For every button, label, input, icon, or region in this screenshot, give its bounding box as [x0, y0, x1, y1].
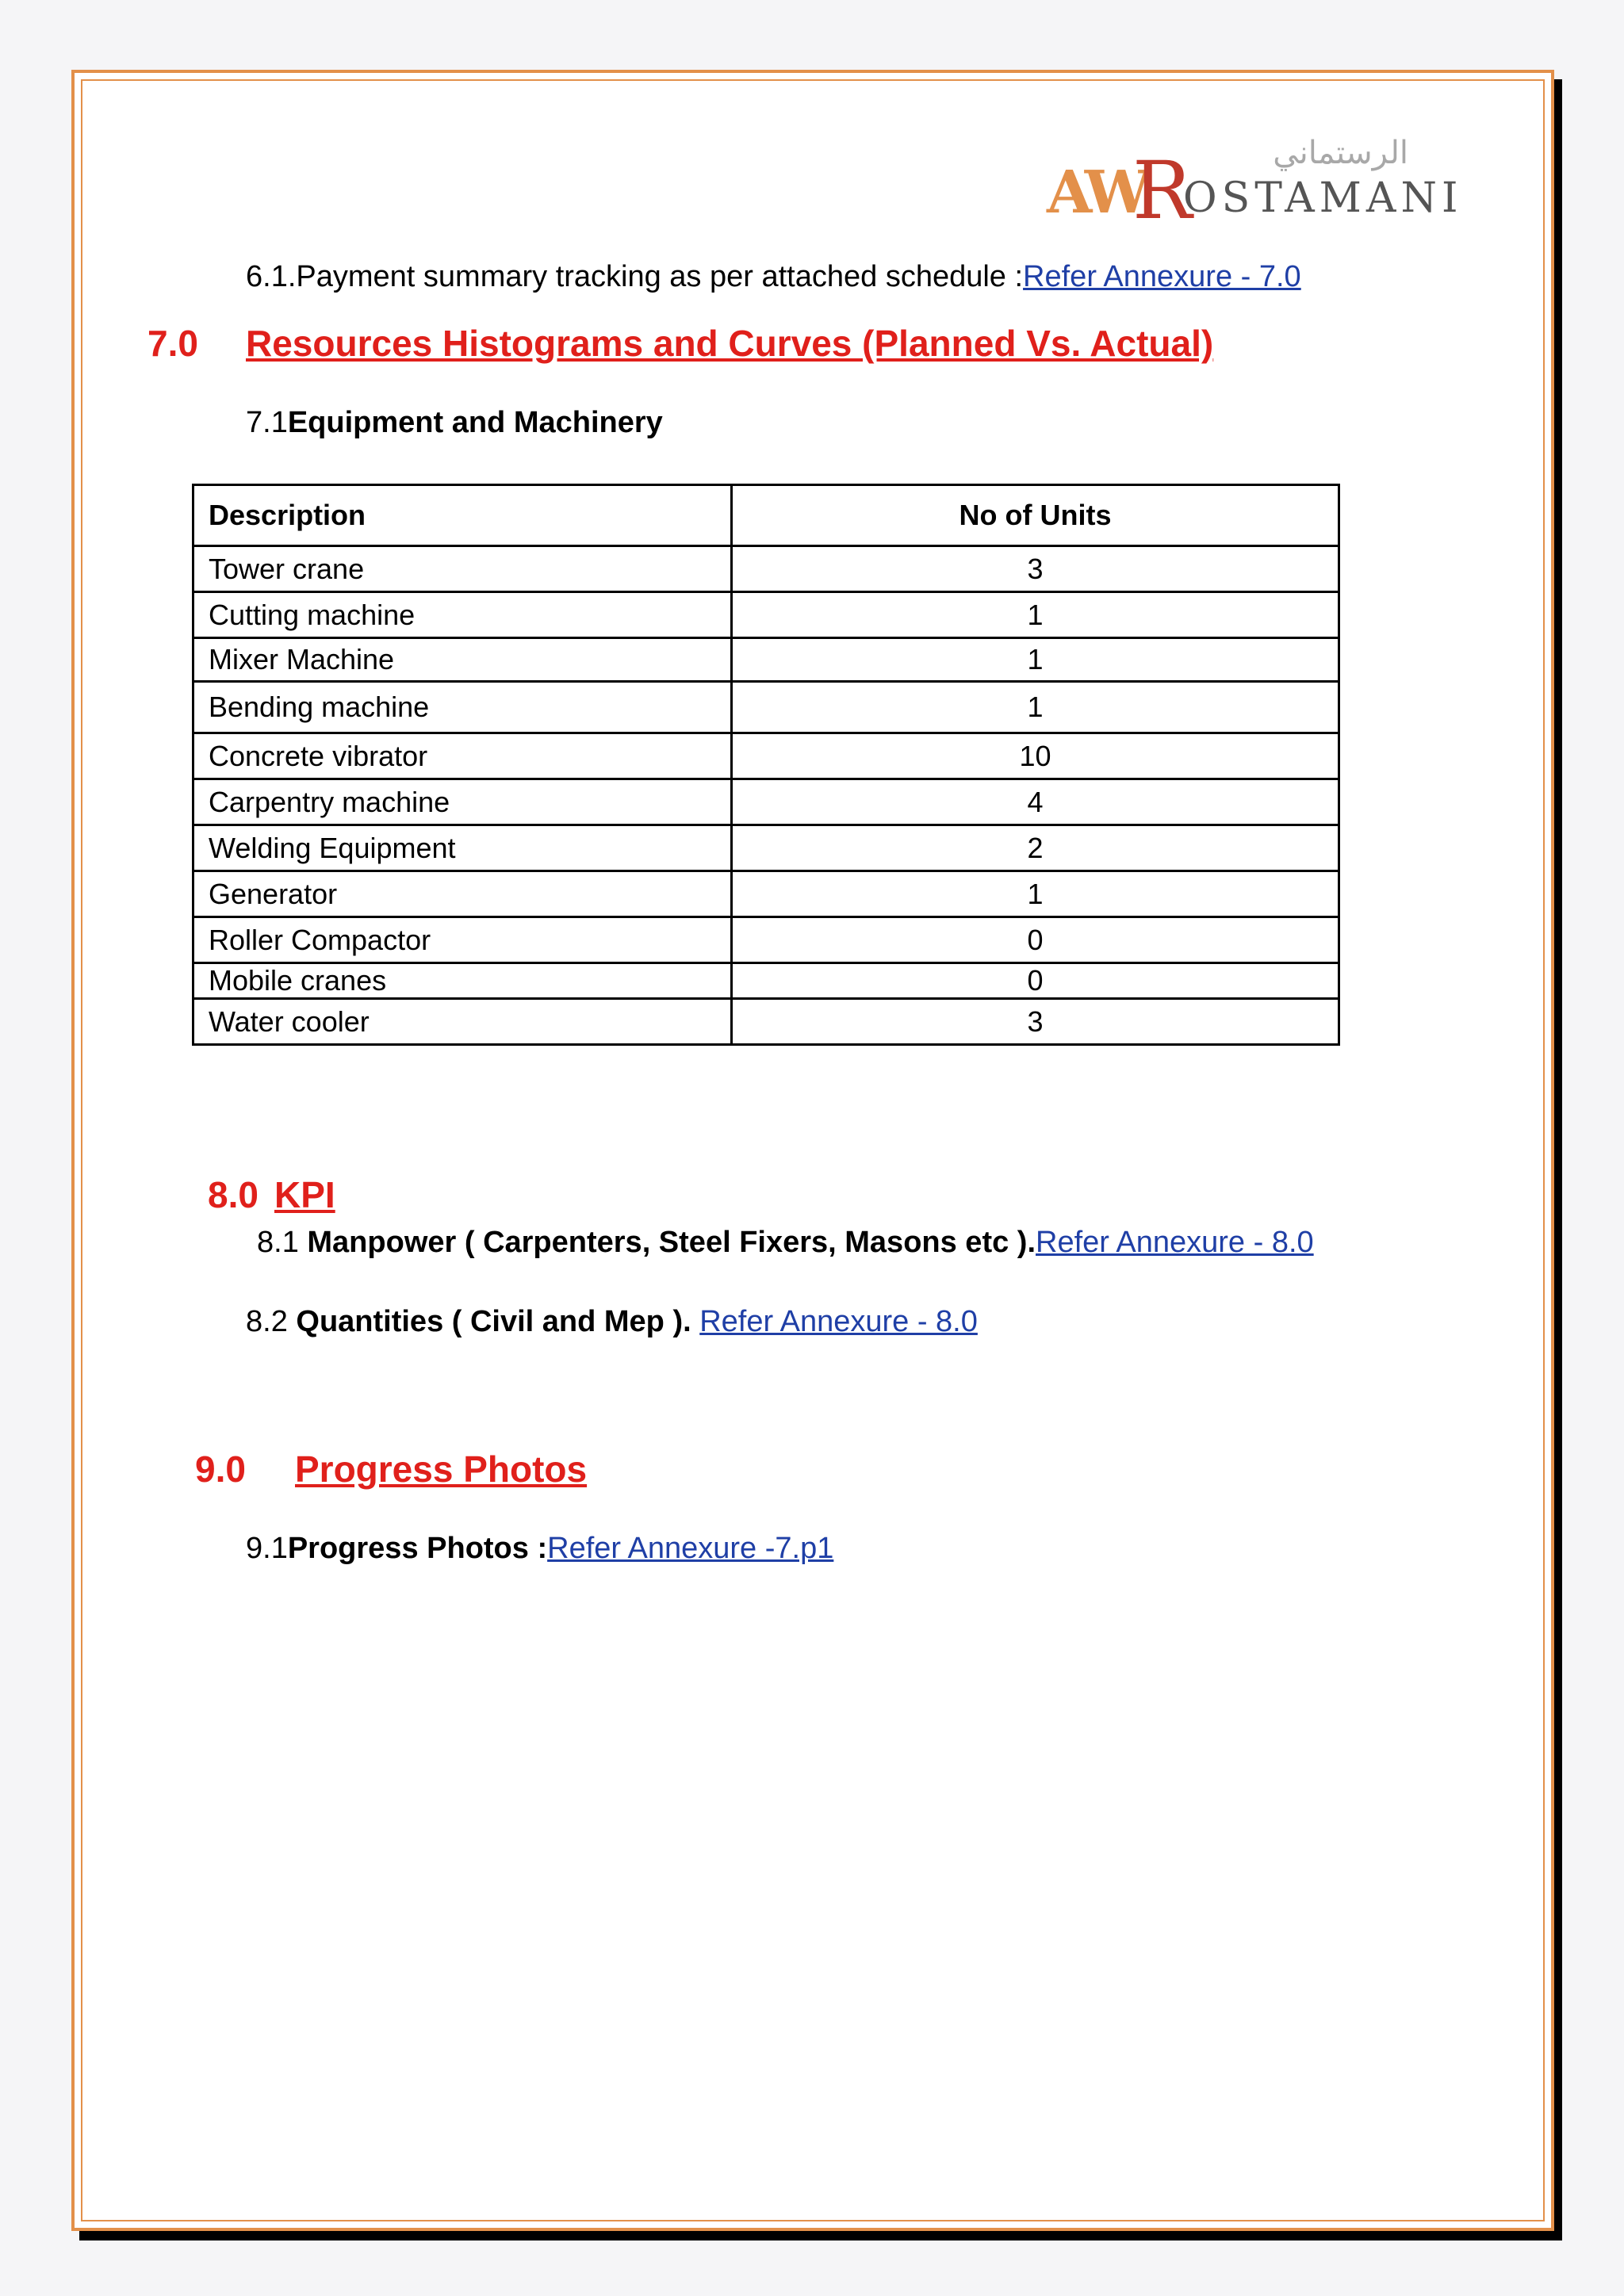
table-row — [193, 779, 1339, 825]
logo-r: R — [1132, 144, 1193, 237]
table-row — [193, 917, 1339, 963]
payment-summary-text: 6.1.Payment summary tracking as per attached schedule : — [246, 260, 1024, 293]
company-logo — [1047, 135, 1463, 237]
payment-summary-line — [246, 260, 1301, 294]
header-description: Description — [193, 485, 732, 546]
section-9-number: 9.0 — [195, 1448, 246, 1490]
row-units: 3 — [732, 999, 1339, 1045]
annexure-7-p1-link[interactable]: Refer Annexure -7.p1 — [547, 1532, 834, 1565]
page-frame — [71, 70, 1554, 2231]
table-row — [193, 825, 1339, 871]
table-row — [193, 963, 1339, 999]
kpi-quantities-line — [246, 1305, 978, 1339]
kpi-manpower-line — [257, 1226, 1314, 1260]
row-description: Welding Equipment — [193, 825, 732, 871]
table-header-row — [193, 485, 1339, 546]
table-row — [193, 546, 1339, 592]
row-units: 4 — [732, 779, 1339, 825]
page-frame-inner-border — [81, 79, 1545, 2221]
row-description: Water cooler — [193, 999, 732, 1045]
kpi-manpower-number: 8.1 — [257, 1226, 308, 1259]
equipment-table — [192, 484, 1340, 1046]
section-8-title: KPI — [274, 1174, 335, 1215]
table-row — [193, 638, 1339, 682]
section-8-heading — [208, 1173, 335, 1216]
row-units: 0 — [732, 917, 1339, 963]
section-9-heading — [195, 1448, 587, 1490]
table-row — [193, 999, 1339, 1045]
row-units: 0 — [732, 963, 1339, 999]
logo-aw: AW — [1047, 159, 1146, 227]
equipment-subheading — [246, 406, 663, 440]
section-7-heading — [147, 322, 1213, 365]
header-units: No of Units — [732, 485, 1339, 546]
row-units: 1 — [732, 638, 1339, 682]
table-row — [193, 871, 1339, 917]
row-description: Bending machine — [193, 682, 732, 733]
section-8-number: 8.0 — [208, 1174, 259, 1215]
annexure-7-link[interactable]: Refer Annexure - 7.0 — [1023, 260, 1301, 293]
row-description: Mixer Machine — [193, 638, 732, 682]
row-description: Generator — [193, 871, 732, 917]
row-description: Tower crane — [193, 546, 732, 592]
equipment-subheading-number: 7.1 — [246, 406, 288, 439]
section-9-title: Progress Photos — [295, 1448, 588, 1490]
kpi-quantities-number: 8.2 — [246, 1305, 297, 1338]
kpi-quantities-text: Quantities ( Civil and Mep ). — [296, 1305, 700, 1338]
annexure-8-quantities-link[interactable]: Refer Annexure - 8.0 — [699, 1305, 978, 1338]
section-7-title: Resources Histograms and Curves (Planned Vs. Actual) — [246, 323, 1214, 364]
row-description: Mobile cranes — [193, 963, 732, 999]
row-units: 10 — [732, 733, 1339, 779]
table-row — [193, 592, 1339, 638]
annexure-8-manpower-link[interactable]: Refer Annexure - 8.0 — [1036, 1226, 1314, 1259]
row-units: 1 — [732, 871, 1339, 917]
row-description: Concrete vibrator — [193, 733, 732, 779]
section-7-number: 7.0 — [147, 323, 198, 364]
row-units: 3 — [732, 546, 1339, 592]
kpi-manpower-text: Manpower ( Carpenters, Steel Fixers, Masons etc ). — [307, 1226, 1036, 1259]
row-description: Roller Compactor — [193, 917, 732, 963]
logo-ostamani: OSTAMANI — [1183, 174, 1463, 222]
row-units: 1 — [732, 682, 1339, 733]
progress-photos-text: Progress Photos : — [287, 1532, 548, 1565]
row-units: 1 — [732, 592, 1339, 638]
row-units: 2 — [732, 825, 1339, 871]
table-row — [193, 733, 1339, 779]
equipment-subheading-title: Equipment and Machinery — [287, 406, 663, 439]
table-row — [193, 682, 1339, 733]
progress-photos-line — [246, 1532, 833, 1566]
logo-arabic-text: الرستماني — [1273, 135, 1408, 171]
row-description: Carpentry machine — [193, 779, 732, 825]
row-description: Cutting machine — [193, 592, 732, 638]
progress-photos-number: 9.1 — [246, 1532, 288, 1565]
